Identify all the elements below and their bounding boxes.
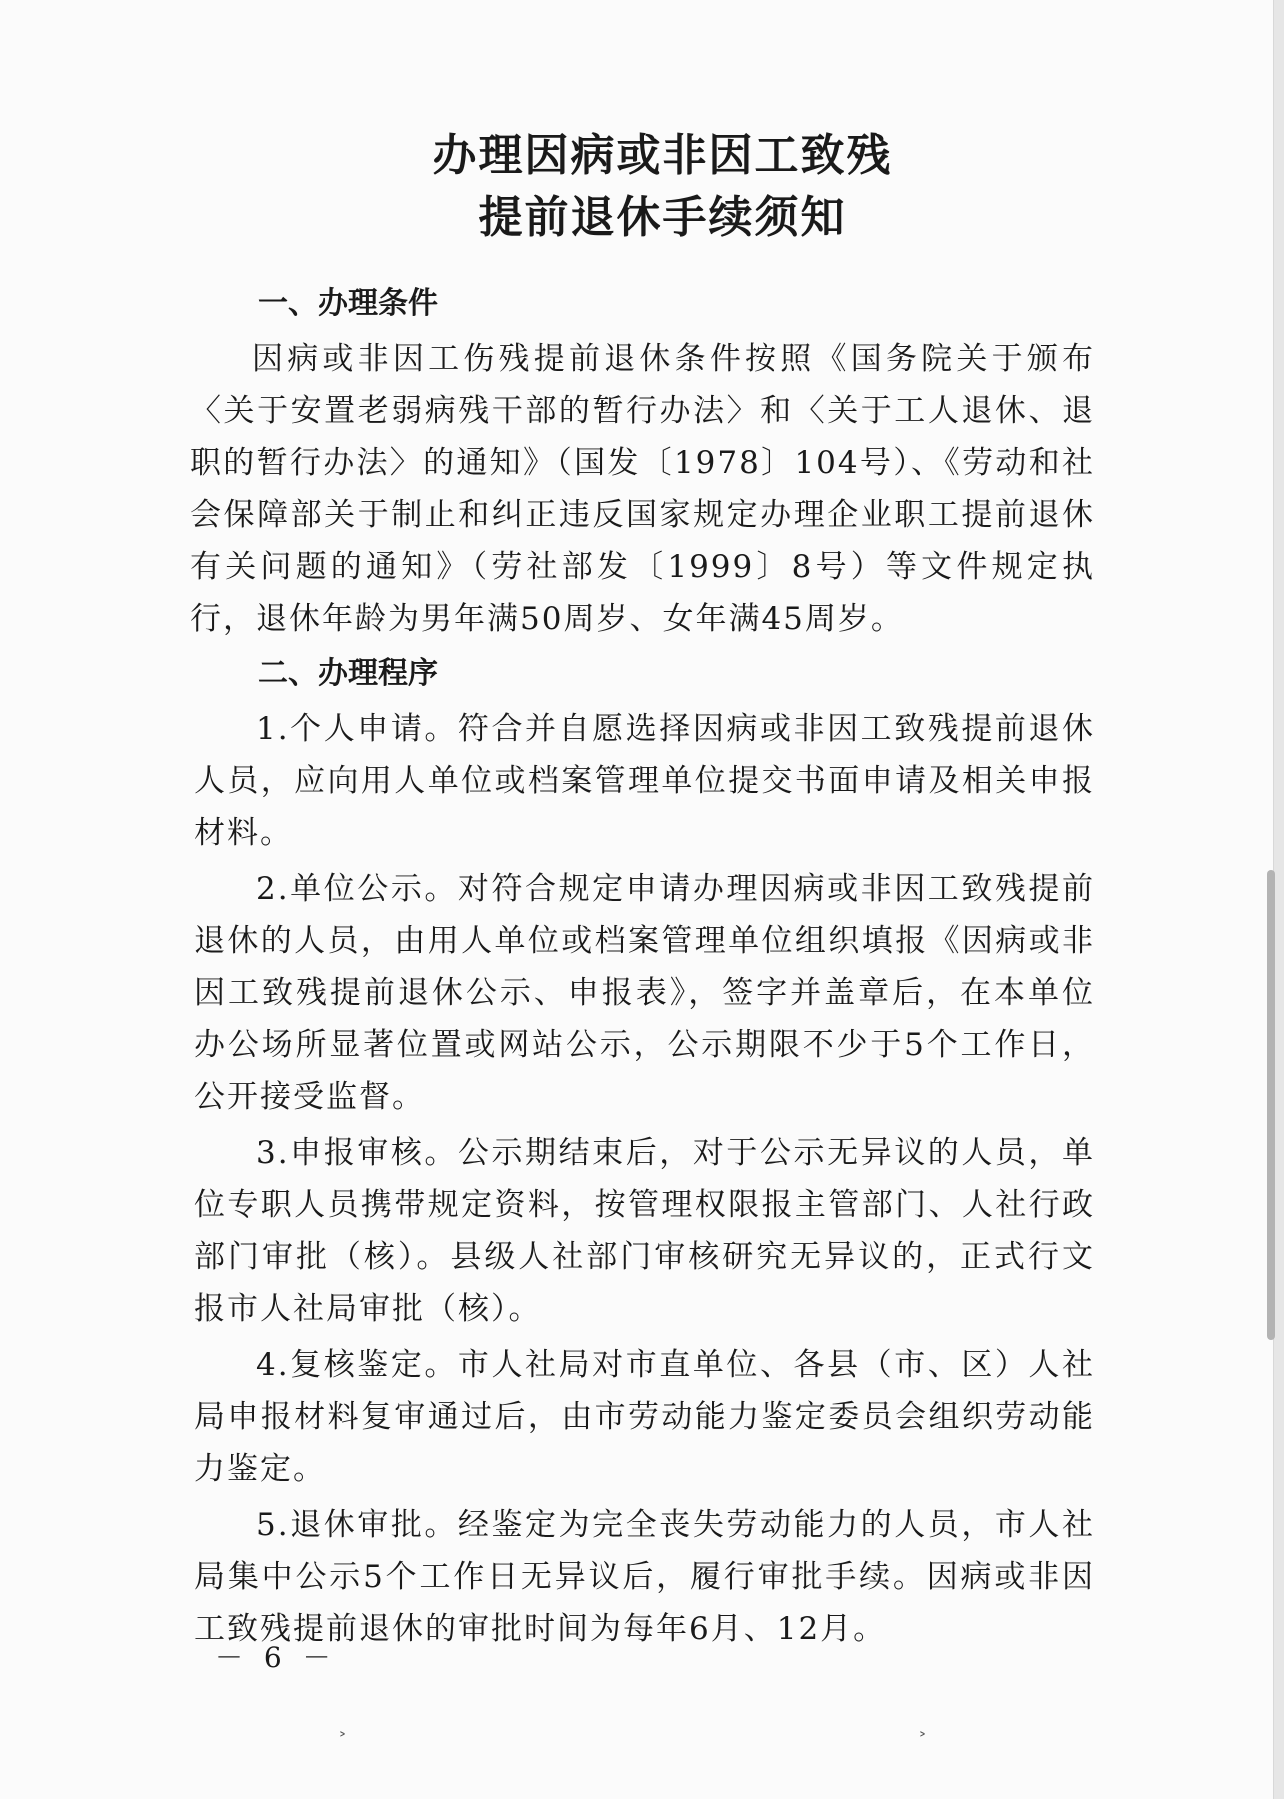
title-line-2: 提前退休手续须知 xyxy=(478,192,847,243)
procedure-step-5: 5.退休审批。经鉴定为完全丧失劳动能力的人员，市人社局集中公示5个工作日无异议后，履行审批手续。因病或非因工致残提前退休的审批时间为每年6月、12月。 xyxy=(194,1507,1095,1647)
binding-mark-right: ˃ xyxy=(918,1730,927,1751)
document-body xyxy=(190,125,1095,1659)
procedure-step-2: 2.单位公示。对符合规定申请办理因病或非因工致残提前退休的人员，由用人单位或档案管理单位组织填报《因病或非因工致残提前退休公示、申报表》，签字并盖章后，在本单位办公场所显著位置或网站公示，公示期限不少于5个工作日，公开接受监督。 xyxy=(194,871,1095,1115)
procedure-step-3: 3.申报审核。公示期结束后，对于公示无异议的人员，单位专职人员携带规定资料，按管理权限报主管部门、人社行政部门审批（核）。县级人社部门审核研究无异议的，正式行文报市人社局审批（核）。 xyxy=(194,1135,1095,1327)
procedure-step-4: 4.复核鉴定。市人社局对市直单位、各县（市、区）人社局申报材料复审通过后，由市劳动能力鉴定委员会组织劳动能力鉴定。 xyxy=(194,1347,1095,1487)
page-number: － 6 － xyxy=(215,1641,337,1674)
conditions-paragraph: 因病或非因工伤残提前退休条件按照《国务院关于颁布〈关于安置老弱病残干部的暂行办法〉和〈关于工人退休、退职的暂行办法〉的通知》（国发〔1978〕104号）、《劳动和社会保障部关于制止和纠正违反国家规定办理企业职工提前退休有关问题的通知》（劳社部发〔1999〕8号）等文件规定执行，退休年龄为男年满50周岁、女年满45周岁。 xyxy=(190,341,1095,637)
section-heading-procedure: 二、办理程序 xyxy=(258,656,438,691)
document-title xyxy=(190,125,1095,249)
viewer-right-edge xyxy=(1274,0,1284,1799)
section-heading-conditions: 一、办理条件 xyxy=(258,286,438,321)
binding-mark-left: ˃ xyxy=(338,1730,347,1751)
procedure-step-1: 1.个人申请。符合并自愿选择因病或非因工致残提前退休人员，应向用人单位或档案管理单位提交书面申请及相关申报材料。 xyxy=(194,711,1095,851)
title-line-1: 办理因病或非因工致残 xyxy=(432,130,893,181)
scrollbar-thumb[interactable] xyxy=(1267,870,1275,1340)
